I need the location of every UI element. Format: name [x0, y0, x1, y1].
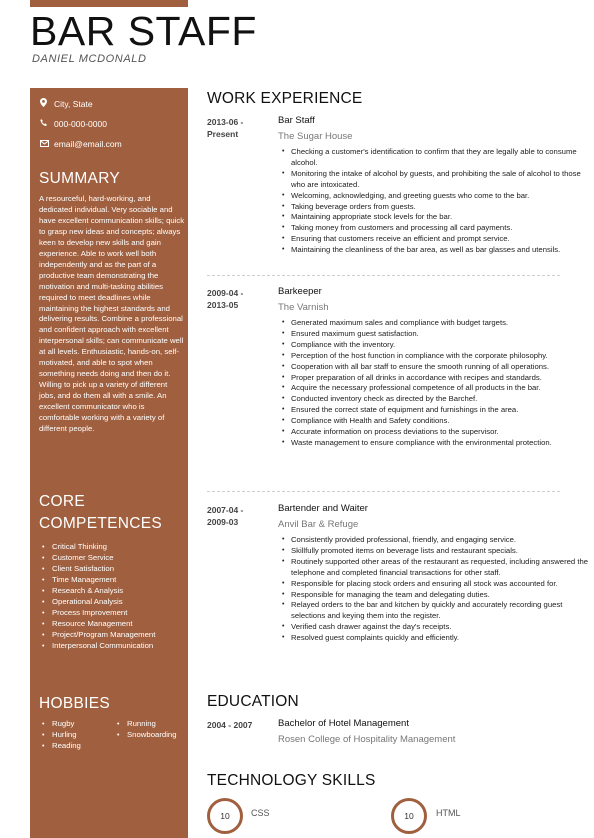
list-item: • Conducted inventory check as directed by the Barchef. — [282, 394, 592, 405]
list-item: • Taking beverage orders from guests. — [282, 202, 592, 213]
competences-list — [42, 541, 155, 651]
contact-email[interactable] — [40, 139, 122, 149]
summary-text: A resourceful, hard-working, and dedicated individual. Very sociable and have excellent communication skills; quick to grasp new ideas and concepts; always keen to develop new skills and gain experience. Able to work well both independently and as the part of a productive team demonstrating the motivation and multi-tasking abilities required to meet deadlines while maintaining the highest standards and delivering results. Combine a professional and confident approach with excellent interpersonal skills; can communicate well at all levels. Enthusiastic, hands-on, self-motivated, and able to spot when something needs doing and then do it. Willing to pick up a variety of different jobs, and do them all with a smile. An excellent communicator who is comfortable working with a variety of different people. — [39, 194, 185, 434]
skill-rating-circle — [207, 798, 243, 834]
list-item: • Cooperation with all bar staff to ensure the smooth running of all operations. — [282, 362, 592, 373]
contact-phone — [40, 119, 107, 129]
hobby-item: • Snowboarding — [117, 729, 177, 741]
list-item: • Consistently provided professional, friendly, and engaging service. — [282, 535, 592, 546]
job2-bullets — [282, 318, 592, 449]
skill-name: CSS — [251, 808, 270, 818]
list-item: • Maintaining the cleanliness of the bar area, as well as bar glasses and utensils. — [282, 245, 592, 256]
job1-employer: The Sugar House — [278, 131, 353, 142]
header-accent-bar — [30, 0, 188, 7]
list-item: • Checking a customer's identification to confirm that they are legally able to consume alcohol. — [282, 147, 592, 169]
job2-date-start: 2009-04 - — [207, 288, 244, 298]
location-text: City, State — [54, 98, 93, 109]
contact-location — [40, 98, 93, 109]
hobby-item: • Running — [117, 718, 156, 730]
list-item: • Interpersonal Communication — [42, 640, 155, 651]
list-item: • Ensured the correct state of equipment and furnishings in the area. — [282, 405, 592, 416]
list-item: • Responsible for managing the team and delegating duties. — [282, 590, 592, 601]
phone-text: 000-000-0000 — [54, 119, 107, 129]
skill-name: HTML — [436, 808, 461, 818]
competences-heading-line1: CORE — [39, 493, 85, 510]
job3-title: Bartender and Waiter — [278, 503, 368, 514]
divider — [207, 275, 560, 276]
list-item: • Verified cash drawer against the day's receipts. — [282, 622, 592, 633]
hobby-item: • Rugby — [42, 718, 74, 730]
summary-heading: SUMMARY — [39, 170, 121, 187]
job3-date-start: 2007-04 - — [207, 505, 244, 515]
resume-title: BAR STAFF — [30, 8, 257, 54]
hobby-item: • Reading — [42, 740, 81, 752]
list-item: • Client Satisfaction — [42, 563, 155, 574]
job2-title: Barkeeper — [278, 286, 322, 297]
list-item: • Project/Program Management — [42, 629, 155, 640]
list-item: • Perception of the host function in compliance with the corporate philosophy. — [282, 351, 592, 362]
list-item: • Relayed orders to the bar and kitchen by quickly and accurately recording guest selections and keying them into the register. — [282, 600, 592, 622]
email-link[interactable]: email@email.com — [54, 139, 122, 149]
education-school: Rosen College of Hospitality Management — [278, 734, 456, 745]
list-item: • Compliance with Health and Safety conditions. — [282, 416, 592, 427]
list-item: • Resource Management — [42, 618, 155, 629]
job3-employer: Anvil Bar & Refuge — [278, 519, 359, 530]
skill-rating-circle — [391, 798, 427, 834]
skill-score: 10 — [404, 811, 414, 821]
list-item: • Research & Analysis — [42, 585, 155, 596]
skill-score: 10 — [220, 811, 230, 821]
job3-date-end: 2009-03 — [207, 517, 239, 527]
divider — [207, 491, 560, 492]
list-item: • Critical Thinking — [42, 541, 155, 552]
job2-employer: The Varnish — [278, 302, 329, 313]
competences-heading-line2: COMPETENCES — [39, 515, 163, 532]
list-item: • Accurate information on process deviations to the supervisor. — [282, 427, 592, 438]
map-pin-icon — [40, 98, 54, 109]
list-item: • Proper preparation of all drinks in accordance with recipes and standards. — [282, 373, 592, 384]
job1-date-end: Present — [207, 129, 239, 139]
hobby-item: • Hurling — [42, 729, 77, 741]
list-item: • Ensuring that customers receive an efficient and prompt service. — [282, 234, 592, 245]
job1-bullets — [282, 147, 592, 256]
education-degree: Bachelor of Hotel Management — [278, 718, 409, 729]
list-item: • Routinely supported other areas of the restaurant as requested, including answered the telephone and completed financial transactions for other staff. — [282, 557, 592, 579]
list-item: • Generated maximum sales and compliance with budget targets. — [282, 318, 592, 329]
tech-heading: TECHNOLOGY SKILLS — [207, 772, 376, 789]
hobbies-heading: HOBBIES — [39, 695, 111, 712]
job2-date-end: 2013-05 — [207, 300, 239, 310]
job1-title: Bar Staff — [278, 115, 315, 126]
list-item: • Acquire the necessary professional competence of all products in the bar. — [282, 383, 592, 394]
list-item: • Waste management to ensure compliance with the environmental protection. — [282, 438, 592, 449]
list-item: • Process Improvement — [42, 607, 155, 618]
work-heading: WORK EXPERIENCE — [207, 90, 363, 107]
job1-date-start: 2013-06 - — [207, 117, 244, 127]
list-item: • Ensured maximum guest satisfaction. — [282, 329, 592, 340]
list-item: • Operational Analysis — [42, 596, 155, 607]
job3-bullets — [282, 535, 592, 644]
candidate-name: DANIEL MCDONALD — [32, 53, 147, 65]
list-item: • Welcoming, acknowledging, and greeting guests who come to the bar. — [282, 191, 592, 202]
list-item: • Skillfully promoted items on beverage lists and restaurant specials. — [282, 546, 592, 557]
list-item: • Responsible for placing stock orders and ensuring all stock was accounted for. — [282, 579, 592, 590]
sidebar — [30, 88, 188, 838]
list-item: • Resolved guest complaints quickly and efficiently. — [282, 633, 592, 644]
envelope-icon — [40, 140, 54, 149]
list-item: • Monitoring the intake of alcohol by guests, and prohibiting the sale of alcohol to those who are intoxicated. — [282, 169, 592, 191]
education-heading: EDUCATION — [207, 693, 299, 710]
list-item: • Taking money from customers and processing all card payments. — [282, 223, 592, 234]
list-item: • Customer Service — [42, 552, 155, 563]
list-item: • Maintaining appropriate stock levels for the bar. — [282, 212, 592, 223]
phone-icon — [40, 119, 54, 129]
education-date: 2004 - 2007 — [207, 720, 253, 730]
list-item: • Compliance with the inventory. — [282, 340, 592, 351]
list-item: • Time Management — [42, 574, 155, 585]
